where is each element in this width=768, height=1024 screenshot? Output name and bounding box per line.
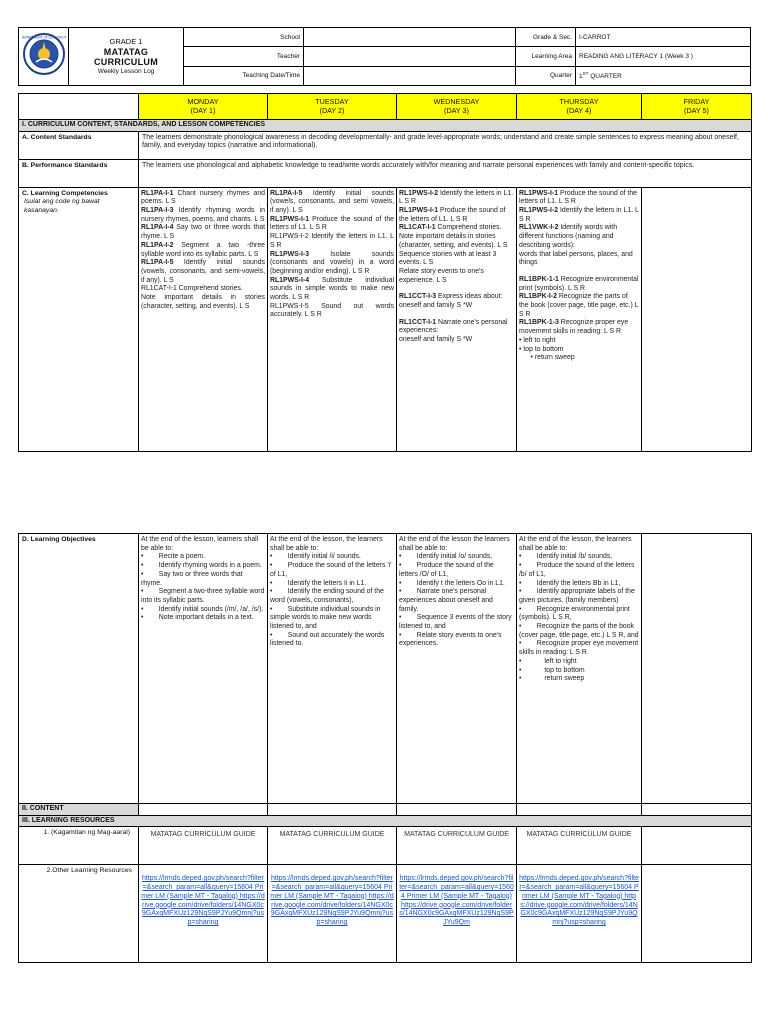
competency-item [399, 251, 514, 268]
competency-code: RL1PWS-I-2 [399, 189, 439, 197]
teacher-value[interactable] [304, 47, 516, 66]
competency-code: RL1PWS-I-1 [270, 215, 310, 223]
content-friday [642, 804, 752, 816]
quarter-value[interactable] [576, 66, 751, 85]
curriculum-title: CURRICULUM [94, 56, 158, 67]
day-header-wednesday [397, 94, 517, 120]
competency-item [141, 242, 265, 259]
day-header-friday [642, 94, 752, 120]
competency-item [399, 233, 514, 250]
competency-text: Say two or three words that rhyme. L S [141, 224, 267, 241]
competency-item [141, 190, 265, 207]
section-content-heading: II. CONTENT [19, 804, 139, 816]
day-name: WEDNESDAY [433, 97, 480, 106]
competency-text: Express ideas about: oneself and family S *W [399, 293, 503, 310]
competency-item [519, 293, 639, 319]
competency-text: Comprehend stories. [435, 224, 502, 232]
competency-text: Produce the sound of the letters of L1. L S R [270, 215, 396, 232]
competency-text: Relate story events to one's experience. L S [399, 267, 486, 284]
competency-item [270, 303, 394, 320]
competency-item [399, 293, 514, 310]
competency-text: Identify initial sounds (vowels, consonants, and semi-vowels, if any). L S [141, 259, 267, 284]
competency-code: RL1PA-I-4 [141, 224, 174, 232]
competency-text: Recognize the parts of the book (cover page, title page, etc.) L S R [519, 293, 641, 318]
day-name: FRIDAY [683, 97, 710, 106]
competency-code: RL1PA-I-1 [141, 189, 174, 197]
day-number: (DAY 1) [190, 105, 216, 115]
competency-item [141, 294, 265, 311]
competencies-tuesday [268, 187, 397, 451]
matatag-title: MATATAG [103, 46, 149, 57]
day-number: (DAY 4) [566, 105, 592, 115]
competency-text: Identify the letters in L1. L S R [399, 189, 516, 206]
grade-sec-value[interactable]: I-CARROT [576, 28, 751, 47]
competencies-sublabel: Isulat ang code ng bawat kasanayan. [24, 198, 100, 214]
competency-text: RL1PWS-I-2 Identify the letters in L1. L S R [270, 233, 396, 249]
competency-item [519, 319, 639, 363]
competency-text: RL1CAT-I-1 Comprehend stories. [141, 285, 243, 293]
competency-item [270, 216, 394, 233]
competencies-title: C. Learning Competencies [22, 189, 108, 197]
competency-text: Narrate one's personal experiences: oneself and family S *W [399, 318, 508, 344]
competencies-friday [642, 187, 752, 451]
section-curriculum-heading: I. CURRICULUM CONTENT, STANDARDS, AND LESSON COMPETENCIES [19, 120, 752, 132]
content-tuesday [268, 804, 397, 816]
competency-code: RL1CCT-I-1 [399, 318, 437, 326]
competency-code: RL1PWS-I-2 [519, 207, 559, 214]
section-resources-heading: III. LEARNING RESOURCES [19, 815, 752, 827]
day-header-tuesday [268, 94, 397, 120]
competency-item [519, 224, 639, 268]
competency-text: Identify initial sounds (vowels, consonants, and semi vowels, if any). L S [270, 189, 396, 214]
competency-text: Substitute individual sounds in simple words to make new words. L S R [270, 276, 396, 302]
competency-text: Recognize environmental print (symbols). L S R [519, 275, 641, 292]
objectives-text: At the end of the lesson the learners shall be able to: • Identify initial /o/ sounds, • Produce the sound of the letters /O/ of L1, • Identify t the letters Oo in L1. • Narrate one's personal experiences about oneself and family. • Sequence 3 events of the story listened to, and • Relate story events to one's experiences. [399, 536, 512, 648]
competency-code: RL1PA-I-5 [141, 259, 174, 267]
competency-text: Produce the sound of the letters of L1. L S R [399, 207, 508, 223]
competency-text: Segment a two -three syllable word into its syllabic parts. L S [141, 241, 267, 258]
competency-code: RL1CAT-I-1 [399, 224, 436, 232]
day-header-thursday [517, 94, 642, 120]
competency-item [519, 190, 639, 207]
competency-item [399, 268, 514, 285]
competencies-thursday [517, 187, 642, 451]
competency-code: RL1BPK-I-2 [519, 293, 557, 301]
objectives-thursday [517, 534, 642, 804]
day-name: TUESDAY [315, 97, 349, 106]
competency-text: Note important details in stories (character, setting, and events). L S [141, 294, 267, 310]
svg-text:DEPARTMENT OF EDUCATION: DEPARTMENT OF EDUCATION [21, 35, 66, 40]
school-value[interactable] [304, 28, 516, 47]
grade-title: GRADE 1 [109, 36, 143, 46]
objectives-wednesday [397, 534, 517, 804]
competencies-wednesday [397, 187, 517, 451]
objectives-text: At the end of the lesson, the learners shall be able to: • Identify initial /i/ sounds. • Produce the sound of the letters 'i' of L1, • Identify the letters Ii in L1. • Identify the ending sound of the word (vowels, consonants), • Substitute individual sounds in simple words to make new words listened to, and • Sound out accurately the words listened to. [270, 536, 392, 648]
competency-code: RL1PWS-I-1 [519, 189, 559, 197]
learner-materials-label: 1. (Kagamitan ng Mag-aaral) [19, 827, 139, 865]
day-name: MONDAY [187, 97, 219, 106]
resource-link-tuesday[interactable]: https://lrmds.deped.gov.ph/search?filter=&search_param=all&query=15604 Primer LM (Sample MT - Tagalog) https://drive.google.com/drive/folders/14NGX0c9GAxqMFXUz129NqS9PJYu9Qmnj?usp=sharing [268, 865, 397, 963]
guide-wednesday: MATATAG CURRICULUM GUIDE [397, 827, 517, 865]
day-number: (DAY 3) [444, 105, 469, 115]
competency-code: RL1CCT-I-3 [399, 293, 437, 301]
quarter-number: 1 [579, 73, 583, 81]
weekly-log-title: Weekly Lesson Log [97, 67, 155, 75]
competency-item [141, 207, 265, 224]
competency-text: Chant nursery rhymes and poems. L S [141, 189, 267, 206]
competency-item [519, 207, 639, 224]
competency-code: RL1PA-I-5 [270, 189, 303, 197]
competency-text: Note important details in stories (character, setting, and events). L S [399, 233, 508, 249]
competency-item [399, 190, 514, 207]
learning-competencies-label [19, 187, 139, 451]
guide-monday: MATATAG CURRICULUM GUIDE [139, 827, 268, 865]
teacher-label: Teacher [184, 47, 304, 66]
performance-standards-text: The learners use phonological and alphabetic knowledge to read/write words accurately with/for meaning and narrate personal experiences with family and content-specific topics. [139, 159, 752, 187]
objectives-text: At the end of the lesson, learners shall be able to: • Recite a poem. • Identify rhyming words in a poem. • Say two or three words that rhyme. • Segment a two-three syllable word into its syllabic parts. • Identify initial sounds (/m/, /a/, /s/). • Note important details in a text. [141, 536, 265, 622]
school-label: School [184, 28, 304, 47]
competency-text: Identify words with different functions (naming and describing words): words that label persons, places, and things [519, 224, 633, 267]
quarter-suffix: ST [582, 71, 589, 77]
guide-tuesday: MATATAG CURRICULUM GUIDE [268, 827, 397, 865]
content-thursday [517, 804, 642, 816]
competency-item [141, 224, 265, 241]
curriculum-table [18, 93, 752, 452]
competency-item [141, 285, 265, 294]
competency-item [270, 190, 394, 216]
resource-link-friday [642, 865, 752, 963]
objectives-tuesday [268, 534, 397, 804]
competency-item [399, 207, 514, 224]
competency-code: RL1PWS-I-1 [399, 207, 439, 214]
resource-link-monday[interactable]: https://lrmds.deped.gov.ph/search?filter=&search_param=all&query=15604 Primer LM (Sample MT - Tagalog) https://drive.google.com/drive/folders/14NGX0c9GAxqMFXUz129NqS9PJYu9Qmnj?usp=sharing [139, 865, 268, 963]
objectives-resources-table [18, 533, 752, 963]
competency-item [270, 251, 394, 277]
other-resources-label: 2.Other Learning Resources [19, 865, 139, 963]
day-name: THURSDAY [559, 97, 599, 106]
learning-objectives-label: D. Learning Objectives [19, 534, 139, 804]
resource-link-thursday[interactable]: https://lrmds.deped.gov.ph/search?filter=&search_param=all&query=15604 Primer LM (Sample MT - Tagalog) https://drive.google.com/drive/folders/14NGX0c9GAxqMFXUz129NqS9PJYu9Qmnj?usp=sharing [517, 865, 642, 963]
days-header-blank [19, 94, 139, 120]
guide-thursday: MATATAG CURRICULUM GUIDE [517, 827, 642, 865]
competency-text: Recognize proper eye movement skills in reading: L S R • left to right • top to bottom • return sweep [519, 319, 629, 362]
quarter-word: QUARTER [588, 73, 622, 81]
grade-sec-label: Grade & Sec. [516, 28, 576, 47]
day-number: (DAY 5) [684, 105, 709, 115]
competency-text: RL1PWS-I-5 Sound out words accurately. L S R [270, 302, 396, 319]
competency-text: Produce the sound of the letters of L1. L S R [519, 189, 639, 206]
objectives-text: At the end of the lesson, the learners shall be able to: • Identify initial /b/ sounds, • Produce the sound of the letters /b/ of L1, • Identify the letters Bb in L1, • Identify appropriate labels of the given pictures. (family members) • Recognize environmental print (symbols). L S R, • Recognize the parts of the book (cover page, title page, etc.) L S R, and • Recognize proper eye movement skills in reading: L S R • left to right • top to bottom • return sweep [519, 536, 639, 683]
competency-text: Identify the letters in L1. L S R [519, 207, 641, 223]
competency-text: Sequence stories with at least 3 events. L S [399, 250, 499, 267]
competencies-monday [139, 187, 268, 451]
competency-code: RL1VWK-I-2 [519, 224, 559, 232]
quarter-label: Quarter [516, 66, 576, 85]
day-header-monday [139, 94, 268, 120]
competency-item [270, 277, 394, 303]
content-monday [139, 804, 268, 816]
objectives-friday [642, 534, 752, 804]
objectives-monday [139, 534, 268, 804]
deped-seal-icon [22, 32, 66, 76]
competency-code: RL1PWS-I-4 [270, 276, 310, 284]
competency-item [141, 259, 265, 285]
competency-code: RL1BPK-1-3 [519, 319, 559, 327]
competency-code: RL1PA-I-2 [141, 241, 174, 249]
competency-code: RL1PWS-I-3 [270, 250, 310, 258]
performance-standards-label: B. Performance Standards [19, 159, 139, 187]
teaching-date-value[interactable] [304, 66, 516, 85]
competency-item [399, 224, 514, 233]
learning-area-label: Learning Area [516, 47, 576, 66]
content-standards-label: A. Content Standards [19, 131, 139, 159]
day-number: (DAY 2) [319, 105, 345, 115]
teaching-date-label: Teaching Date/Time [184, 66, 304, 85]
days-header-row [19, 94, 752, 120]
content-standards-text: The learners demonstrate phonological awareness in decoding developmentally- and grade level-appropriate words; understand and create simple sentences to express meaning about oneself, family, and everyday topics (narrative and informational). [139, 131, 752, 159]
competency-text: Identify rhyming words in nursery rhymes, poems, and chants. L S [141, 207, 267, 223]
competency-code: RL1BPK-1-1 [519, 275, 559, 283]
learning-area-value[interactable]: READING ANG LITERACY 1 (Week 3 ) [576, 47, 751, 66]
competency-text: Isolate sounds (consonants and vowels) in a word (beginning and/or ending). L S R [270, 250, 396, 275]
competency-item [519, 276, 639, 293]
lesson-log-title [69, 28, 184, 86]
competency-code: RL1PA-I-3 [141, 207, 174, 214]
competency-item [270, 233, 394, 250]
content-wednesday [397, 804, 517, 816]
resource-link-wednesday[interactable]: https://lrmds.deped.gov.ph/search?filter=&search_param=all&query=15604 Primer LM (Sample MT - Tagalog) https://drive.google.com/drive/folders/14NGX0c9GAxqMFXUz129NqS9PJYu9Qm [397, 865, 517, 963]
deped-seal [19, 28, 69, 86]
header-table [18, 27, 751, 86]
competency-item [399, 319, 514, 345]
guide-friday [642, 827, 752, 865]
